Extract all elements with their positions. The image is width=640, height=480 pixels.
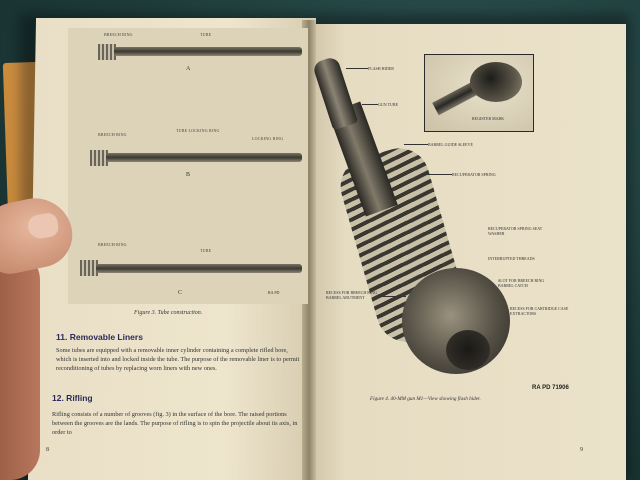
tube-a [114, 47, 302, 56]
page-number-right: 9 [580, 447, 583, 453]
tube-label-breech-ring-c: BREECH RING [98, 242, 127, 247]
label-register-mark: REGISTER MARK [472, 116, 505, 121]
inset-flash-hider-illustration [470, 62, 522, 102]
label-recess-breech-ring-abutment: RECESS FOR BREECH RING BARREL ABUTMENT [326, 290, 378, 300]
label-barrel-guide-sleeve: BARREL GUIDE SLEEVE [428, 142, 473, 147]
figure-tag-left: RA PD [268, 290, 280, 295]
tube-c [96, 264, 302, 273]
tube-label-breech-ring-b: BREECH RING [98, 132, 127, 137]
figure-3-caption: Figure 3. Tube construction. [134, 310, 203, 316]
label-recuperator-spring-seat-washer: RECUPERATOR SPRING SEAT WASHER [488, 226, 543, 236]
tube-b [106, 153, 302, 162]
figure-4-caption: Figure 4. 40-MM gun M1—View showing flash hider. [370, 396, 481, 402]
callout-barrel-guide-sleeve [404, 144, 428, 145]
section-12-heading: 12. Rifling [52, 393, 93, 403]
section-12-body: Rifling consists of a number of grooves (fig. 3) in the surface of the bore. The raised portions between the grooves are the lands. The purpose of rifling is to spin the projectile about its axis, in order to [52, 411, 298, 436]
label-flash-hider: FLASH HIDER [368, 66, 394, 71]
section-11-heading: 11. Removable Liners [56, 332, 143, 342]
figure-letter-a: A [186, 66, 191, 72]
figure-id-right: RA PD 71906 [532, 385, 569, 391]
figure-letter-b: B [186, 172, 191, 178]
label-interrupted-threads: INTERRUPTED THREADS [488, 256, 535, 261]
label-recuperator-spring: RECUPERATOR SPRING [452, 172, 496, 177]
figure-letter-c: C [178, 290, 183, 296]
tube-label-breech-ring-a: BREECH RING [104, 32, 133, 37]
callout-gun-tube [362, 104, 378, 105]
bore-opening-illustration [446, 330, 490, 370]
callout-recess-abutment [380, 296, 406, 297]
tube-label-locking-ring: LOCKING RING [252, 136, 284, 141]
label-slot-breech-ring-catch: SLOT FOR BREECH RING BARREL CATCH [498, 278, 545, 288]
page-number-left: 8 [46, 447, 49, 453]
callout-flash-hider [346, 68, 368, 69]
callout-recuperator-spring [420, 174, 452, 175]
label-recess-cartridge-extractors: RECESS FOR CARTRIDGE CASE EXTRACTORS [510, 306, 569, 316]
tube-label-tube-a: TUBE [200, 32, 212, 37]
label-gun-tube: GUN TUBE [378, 102, 399, 107]
tube-label-tube-locking-ring: TUBE LOCKING RING [176, 128, 220, 133]
section-11-body: Some tubes are equipped with a removable inner cylinder containing a complete rifled bore, which is inserted into and locked inside the tube. The purpose of the removable liner is to permit reconditioning of tubes by replacing worn liners with new ones. [56, 347, 300, 372]
tube-label-tube-c: TUBE [200, 248, 212, 253]
hand-palm [0, 250, 40, 480]
